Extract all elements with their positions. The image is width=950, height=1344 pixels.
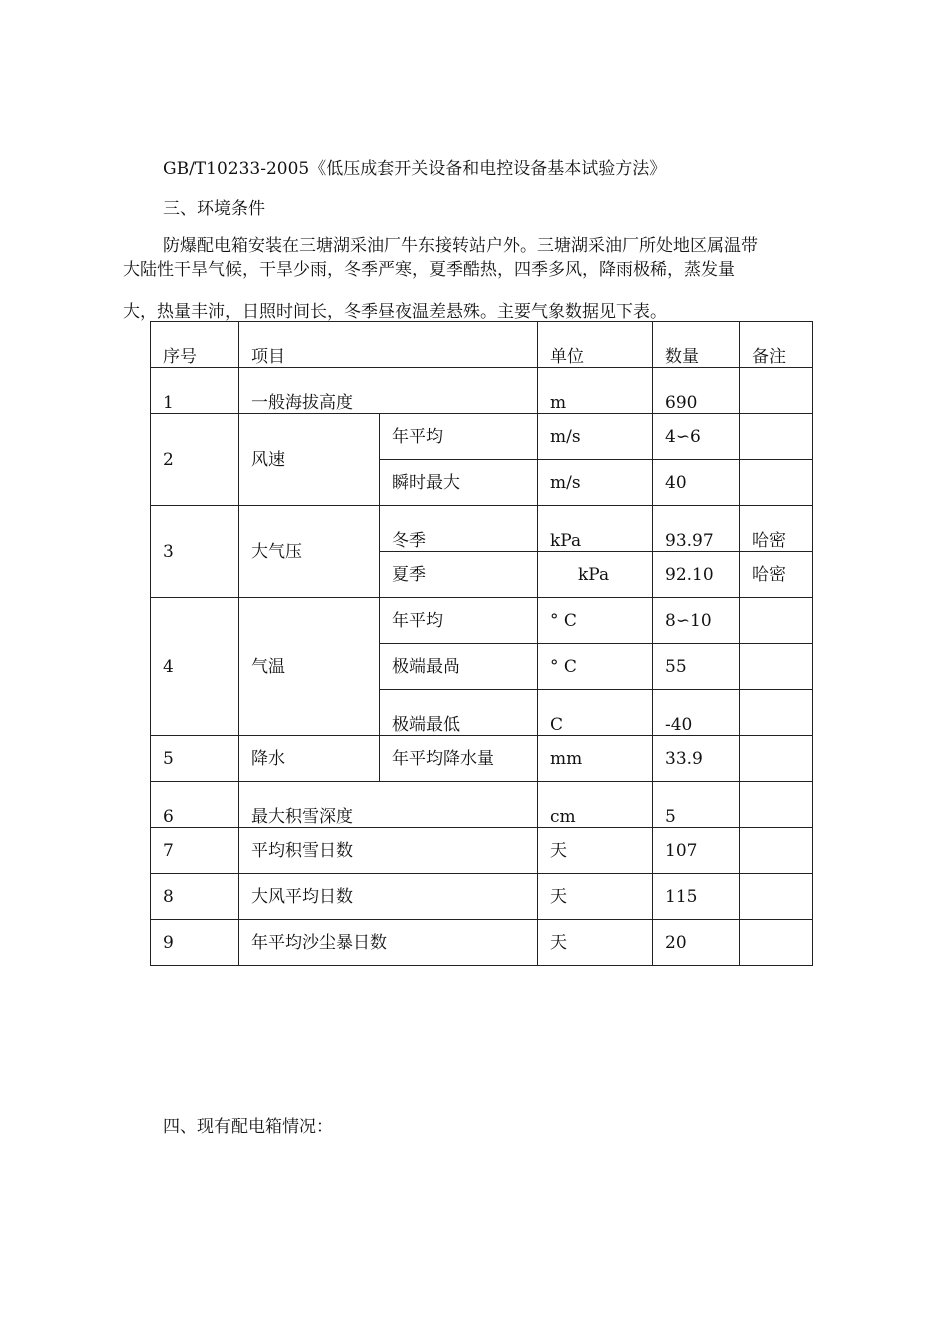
table-row xyxy=(151,828,813,874)
cell-no: 4 xyxy=(151,598,239,736)
cell-qty: 20 xyxy=(653,920,740,966)
cell-unit: m/s xyxy=(538,460,653,506)
table-row xyxy=(151,782,813,828)
cell-note: 哈密 xyxy=(740,552,813,598)
cell-note xyxy=(740,782,813,828)
cell-unit: m xyxy=(538,368,653,414)
cell-no: 1 xyxy=(151,368,239,414)
table-row xyxy=(151,920,813,966)
table-row xyxy=(151,506,813,552)
cell-no: 6 xyxy=(151,782,239,828)
header-unit: 单位 xyxy=(538,322,653,368)
cell-note xyxy=(740,460,813,506)
cell-qty: 8∽10 xyxy=(653,598,740,644)
table-row xyxy=(151,598,813,644)
cell-note xyxy=(740,736,813,782)
cell-item: 最大积雪深度 xyxy=(239,782,538,828)
cell-unit: cm xyxy=(538,782,653,828)
cell-subitem: 冬季 xyxy=(380,506,538,552)
cell-qty: 5 xyxy=(653,782,740,828)
cell-note xyxy=(740,368,813,414)
section-3-heading: 三、环境条件 xyxy=(163,199,265,219)
cell-unit: mm xyxy=(538,736,653,782)
cell-unit: m/s xyxy=(538,414,653,460)
cell-subitem: 夏季 xyxy=(380,552,538,598)
header-no: 序号 xyxy=(151,322,239,368)
section-4-heading: 四、现有配电箱情况： xyxy=(163,1117,333,1137)
table-row xyxy=(151,414,813,460)
cell-item: 大风平均日数 xyxy=(239,874,538,920)
cell-item: 年平均沙尘暴日数 xyxy=(239,920,538,966)
cell-qty: 92.10 xyxy=(653,552,740,598)
cell-qty: 115 xyxy=(653,874,740,920)
cell-no: 5 xyxy=(151,736,239,782)
cell-subitem: 年平均降水量 xyxy=(380,736,538,782)
cell-qty: 4∽6 xyxy=(653,414,740,460)
table-header-row xyxy=(151,322,813,368)
cell-unit: 天 xyxy=(538,874,653,920)
cell-unit: ° C xyxy=(538,598,653,644)
cell-qty: 107 xyxy=(653,828,740,874)
cell-subitem: 年平均 xyxy=(380,598,538,644)
cell-item: 一般海拔高度 xyxy=(239,368,538,414)
header-item: 项目 xyxy=(239,322,538,368)
cell-qty: 33.9 xyxy=(653,736,740,782)
cell-unit: kPa xyxy=(538,506,653,552)
cell-subitem: 极端最低 xyxy=(380,690,538,736)
weather-data-table xyxy=(150,321,813,966)
cell-item: 风速 xyxy=(239,414,380,506)
cell-no: 8 xyxy=(151,874,239,920)
cell-unit: ° C xyxy=(538,644,653,690)
paragraph-line-3: 大，热量丰沛，日照时间长，冬季昼夜温差悬殊。主要气象数据见下表。 xyxy=(123,302,667,322)
cell-unit: 天 xyxy=(538,828,653,874)
cell-subitem: 极端最咼 xyxy=(380,644,538,690)
paragraph-line-1: 防爆配电箱安装在三塘湖采油厂牛东接转站户外。三塘湖采油厂所处地区属温带 xyxy=(163,236,758,256)
cell-qty: 93.97 xyxy=(653,506,740,552)
cell-note xyxy=(740,920,813,966)
cell-qty: -40 xyxy=(653,690,740,736)
cell-unit: 天 xyxy=(538,920,653,966)
table-row xyxy=(151,368,813,414)
cell-note xyxy=(740,414,813,460)
paragraph-line-2: 大陆性干旱气候，干旱少雨，冬季严寒，夏季酷热，四季多风，降雨极稀，蒸发量 xyxy=(123,260,735,280)
table-row xyxy=(151,736,813,782)
cell-note xyxy=(740,874,813,920)
cell-no: 3 xyxy=(151,506,239,598)
cell-note xyxy=(740,828,813,874)
cell-qty: 40 xyxy=(653,460,740,506)
cell-note xyxy=(740,644,813,690)
cell-note: 哈密 xyxy=(740,506,813,552)
cell-unit: C xyxy=(538,690,653,736)
cell-qty: 690 xyxy=(653,368,740,414)
cell-item: 气温 xyxy=(239,598,380,736)
header-qty: 数量 xyxy=(653,322,740,368)
cell-no: 2 xyxy=(151,414,239,506)
cell-qty: 55 xyxy=(653,644,740,690)
cell-item: 大气压 xyxy=(239,506,380,598)
cell-note xyxy=(740,690,813,736)
header-note: 备注 xyxy=(740,322,813,368)
cell-subitem: 瞬时最大 xyxy=(380,460,538,506)
standard-reference: GB/T10233-2005《低压成套开关设备和电控设备基本试验方法》 xyxy=(163,159,667,179)
cell-note xyxy=(740,598,813,644)
cell-subitem: 年平均 xyxy=(380,414,538,460)
cell-no: 9 xyxy=(151,920,239,966)
cell-no: 7 xyxy=(151,828,239,874)
table-row xyxy=(151,874,813,920)
cell-unit: kPa xyxy=(538,552,653,598)
cell-item: 降水 xyxy=(239,736,380,782)
cell-item: 平均积雪日数 xyxy=(239,828,538,874)
